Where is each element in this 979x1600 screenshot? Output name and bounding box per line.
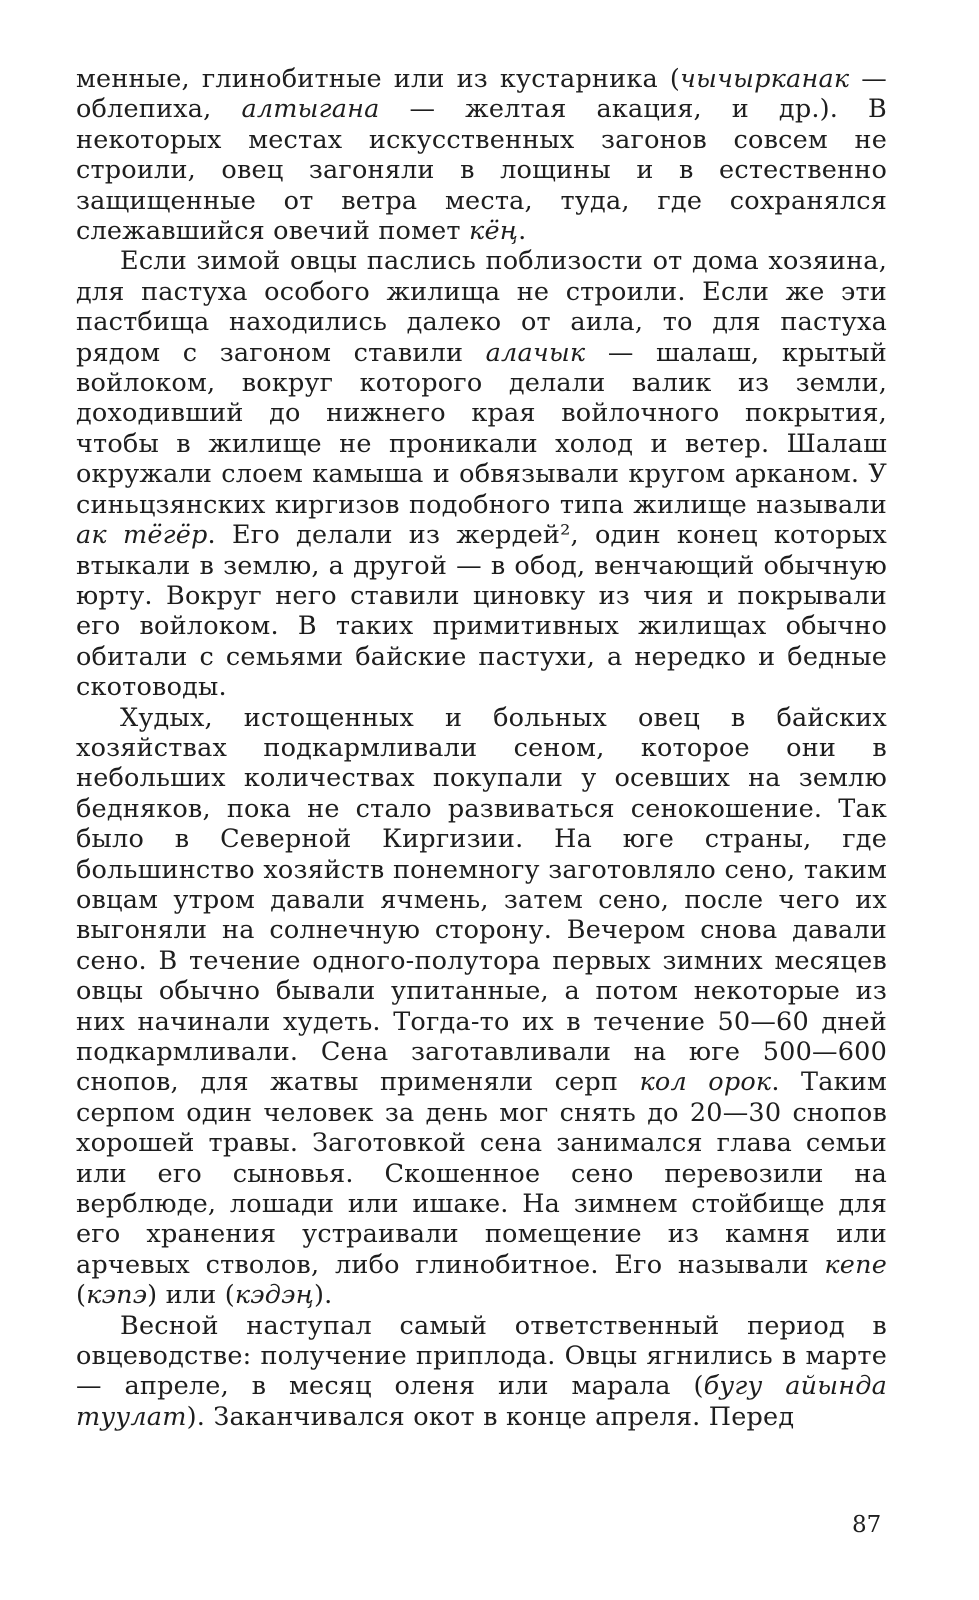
paragraph-4 bbox=[76, 1311, 887, 1433]
text-run: — шалаш, крытый войлоком, вокруг которого делали валик из земли, доходивший до нижнего края войлочного покрытия, чтобы в жилище не проникали холод и ветер. Шалаш окружали слоем камыша и обвязывали кругом арканом. У синьцзянских киргизов подобного типа жилище называли bbox=[76, 337, 887, 520]
italic-term: кэпэ bbox=[86, 1280, 148, 1311]
text-run: ) или ( bbox=[147, 1280, 235, 1311]
text-run: . Его делали из жердей², один конец которых втыкали в землю, а другой — в обод, венчающий обычную юрту. Вокруг него ставили циновку из чия и покрывали его войлоком. В таких примитивных жилищах обычно обитали с семьями байские пастухи, а нередко и бедные скотоводы. bbox=[76, 520, 887, 703]
italic-term: алтыгана bbox=[241, 94, 380, 125]
italic-term: кепе bbox=[824, 1249, 887, 1280]
body-text bbox=[76, 64, 887, 1432]
text-run: менные, глинобитные или из кустарника ( bbox=[76, 64, 681, 94]
text-run: ). Заканчивался окот в конце апреля. Перед bbox=[186, 1401, 795, 1432]
text-run: ). bbox=[314, 1280, 333, 1311]
paragraph-2 bbox=[76, 246, 887, 702]
italic-term: ак тёгёр bbox=[76, 520, 208, 551]
page-number: 87 bbox=[852, 1512, 882, 1538]
text-run: ( bbox=[76, 1280, 87, 1311]
italic-term: кёң bbox=[469, 216, 519, 247]
paragraph-3 bbox=[76, 703, 887, 1311]
italic-term: кэдэң bbox=[234, 1280, 314, 1311]
italic-term: алачык bbox=[485, 337, 586, 368]
text-run: Весной наступал самый ответственный период в овцеводстве: получение приплода. Овцы ягнились в марте — апреле, в месяц оленя или марала ( bbox=[76, 1310, 887, 1402]
italic-term: бугу айында туулат bbox=[76, 1371, 887, 1432]
italic-term: чычырканак bbox=[680, 64, 850, 94]
text-run: Худых, истощенных и больных овец в байских хозяйствах подкармливали сеном, которое они в небольших количествах покупали у осевших на землю бедняков, пока не стало развиваться сенокошение. Так было в Северной Киргизии. На юге страны, где большинство хозяйств понемногу заготовляло сено, таким овцам утром давали ячмень, затем сено, после чего их выгоняли на солнечную сторону. Вечером снова давали сено. В течение одного-полутора первых зимних месяцев овцы обычно бывали упитанные, а потом некоторые из них начинали худеть. Тогда-то их в течение 50—60 дней подкармливали. Сена заготавливали на юге 500—600 снопов, для жатвы применяли серп bbox=[76, 702, 887, 1098]
text-run: . bbox=[518, 216, 527, 247]
text-run: Если зимой овцы паслись поблизости от дома хозяина, для пастуха особого жилища не строили. Если же эти пастбища находились далеко от аила, то для пастуха рядом с загоном ставили bbox=[76, 246, 887, 368]
text-run: — желтая акация, и др.). В некоторых местах искусственных загонов совсем не строили, овец загоняли в лощины и в естественно защищенные от ветра места, туда, где сохранялся слежавшийся овечий помет bbox=[76, 94, 887, 247]
paragraph-1 bbox=[76, 64, 887, 246]
text-run: . Таким серпом один человек за день мог снять до 20—30 снопов хорошей травы. Заготовкой сена занимался глава семьи или его сыновья. Скошенное сено перевозили на верблюде, лошади или ишаке. На зимнем стойбище для его хранения устраивали помещение из камня или арчевых стволов, либо глинобитное. Его называли bbox=[76, 1067, 887, 1280]
italic-term: кол орок bbox=[639, 1067, 772, 1098]
text-run: — облепиха, bbox=[76, 64, 887, 125]
